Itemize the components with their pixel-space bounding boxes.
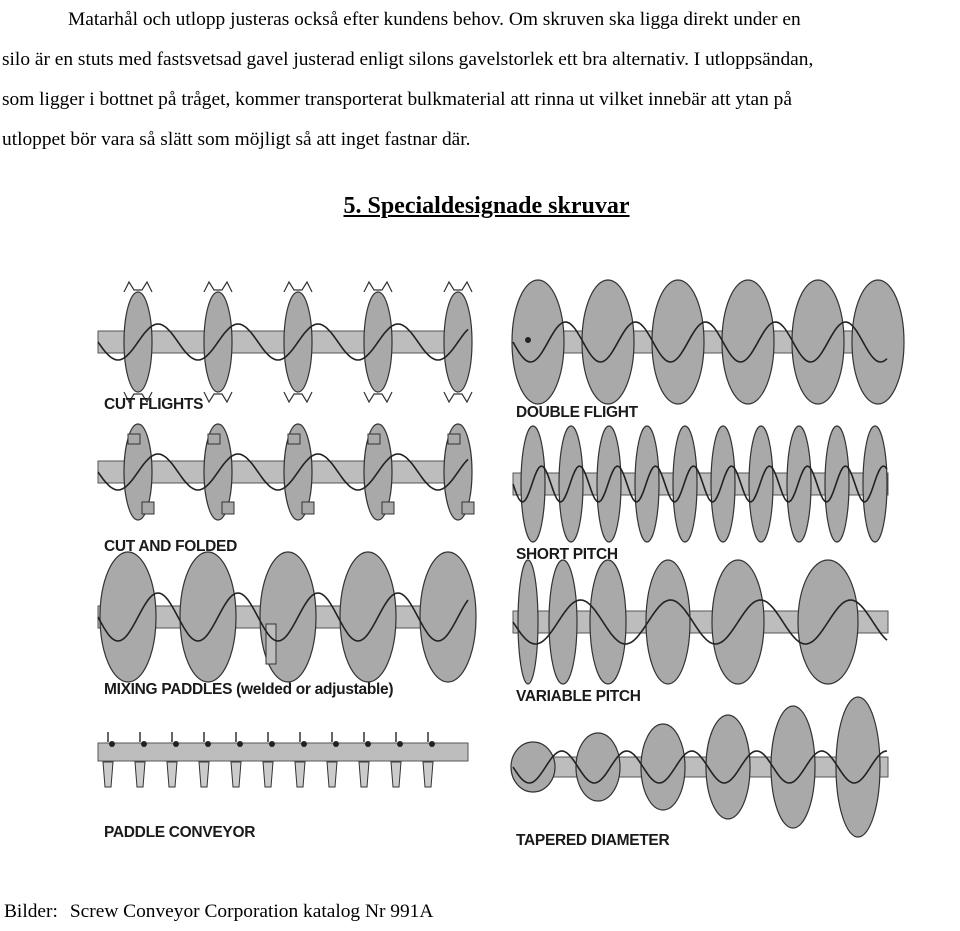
label-double-flight: DOUBLE FLIGHT	[516, 404, 638, 421]
cut-notch	[364, 392, 392, 402]
paddle-blade	[391, 762, 401, 787]
paragraph-line: som ligger i bottnet på tråget, kommer transporterat bulkmaterial att rinna ut vilket innebär att ytan på	[2, 89, 792, 110]
short-pitch-blade	[711, 426, 735, 542]
double-flight-blade	[792, 280, 844, 404]
paddle-blade	[167, 762, 177, 787]
paddle-bolt	[429, 741, 435, 747]
folded-tab	[208, 434, 220, 444]
folded-tab	[128, 434, 140, 444]
paddle-bolt	[109, 741, 115, 747]
tapered-blade	[706, 715, 750, 819]
paddle-bolt	[141, 741, 147, 747]
cut-notch	[204, 392, 232, 402]
double-flight-blade	[582, 280, 634, 404]
variable-pitch-blade	[518, 560, 538, 684]
image-credit	[4, 901, 445, 923]
short-pitch-blade	[559, 426, 583, 542]
paddle-blade	[231, 762, 241, 787]
variable-pitch-blade	[549, 560, 577, 684]
paddle-bolt	[173, 741, 179, 747]
mixing-flight-blade	[420, 552, 476, 682]
tapered-blade	[641, 724, 685, 810]
paddle-bolt	[205, 741, 211, 747]
section-heading: 5. Specialdesignade skruvar	[343, 193, 630, 219]
label-cut-and-folded: CUT AND FOLDED	[104, 538, 237, 555]
paddle-bolt	[269, 741, 275, 747]
paddle-blade	[135, 762, 145, 787]
short-pitch-blade	[597, 426, 621, 542]
short-pitch-blade	[825, 426, 849, 542]
mixing-flight-blade	[100, 552, 156, 682]
cut-notch	[204, 282, 232, 292]
cut-notch	[444, 392, 472, 402]
cut-notch	[284, 282, 312, 292]
variable-pitch-blade	[646, 560, 690, 684]
label-tapered-diameter: TAPERED DIAMETER	[516, 832, 670, 849]
paddle-bolt	[333, 741, 339, 747]
tapered-blade	[836, 697, 880, 837]
paddle-blade	[295, 762, 305, 787]
paragraph-line: silo är en stuts med fastsvetsad gavel justerad enligt silons gavelstorlek ett bra alternativ. I utloppsändan,	[2, 49, 814, 70]
double-flight-blade	[852, 280, 904, 404]
body-paragraph	[2, 0, 960, 160]
mixing-flight-blade	[180, 552, 236, 682]
credit-source: Screw Conveyor Corporation katalog Nr 991A	[69, 901, 434, 922]
variable-pitch-blade	[590, 560, 626, 684]
paragraph-line: utloppet bör vara så slätt som möjligt så att inget fastnar där.	[2, 129, 471, 150]
paddle-blade	[359, 762, 369, 787]
credit-prefix: Bilder:	[4, 901, 58, 922]
short-pitch-blade	[635, 426, 659, 542]
folded-tab	[222, 502, 234, 514]
double-flight-blade	[722, 280, 774, 404]
paddle-bolt	[365, 741, 371, 747]
folded-tab	[288, 434, 300, 444]
folded-tab	[448, 434, 460, 444]
paddle-bolt	[237, 741, 243, 747]
paddle-bolt	[397, 741, 403, 747]
cut-notch	[124, 282, 152, 292]
cut-notch	[364, 282, 392, 292]
label-mixing-paddles: MIXING PADDLES (welded or adjustable)	[104, 681, 394, 698]
short-pitch-blade	[749, 426, 773, 542]
folded-tab	[302, 502, 314, 514]
folded-tab	[368, 434, 380, 444]
paddle-blade	[103, 762, 113, 787]
short-pitch-blade	[673, 426, 697, 542]
shaft	[513, 757, 888, 777]
cut-notch	[284, 392, 312, 402]
double-flight-blade	[512, 280, 564, 404]
label-paddle-conveyor: PADDLE CONVEYOR	[104, 824, 256, 841]
label-variable-pitch: VARIABLE PITCH	[516, 688, 641, 705]
paddle-blade	[327, 762, 337, 787]
short-pitch-blade	[787, 426, 811, 542]
screw-illustrations	[88, 262, 908, 862]
paddle-blade	[263, 762, 273, 787]
short-pitch-blade	[863, 426, 887, 542]
tapered-blade	[576, 733, 620, 801]
paragraph-line: Matarhål och utlopp justeras också efter kundens behov. Om skruven ska ligga direkt under en	[68, 9, 801, 30]
double-flight-blade	[652, 280, 704, 404]
shaft	[98, 743, 468, 761]
label-short-pitch: SHORT PITCH	[516, 546, 618, 563]
screw-types-figure	[88, 262, 908, 862]
paddle-blade	[423, 762, 433, 787]
label-cut-flights: CUT FLIGHTS	[104, 396, 204, 413]
short-pitch-blade	[521, 426, 545, 542]
mixing-flight-blade	[340, 552, 396, 682]
tapered-blade	[511, 742, 555, 792]
cut-notch	[444, 282, 472, 292]
paddle-blade	[199, 762, 209, 787]
tapered-blade	[771, 706, 815, 828]
paddle-bolt	[301, 741, 307, 747]
folded-tab	[382, 502, 394, 514]
folded-tab	[142, 502, 154, 514]
shaft-bolt	[525, 337, 531, 343]
folded-tab	[462, 502, 474, 514]
mixing-paddle	[266, 624, 276, 664]
